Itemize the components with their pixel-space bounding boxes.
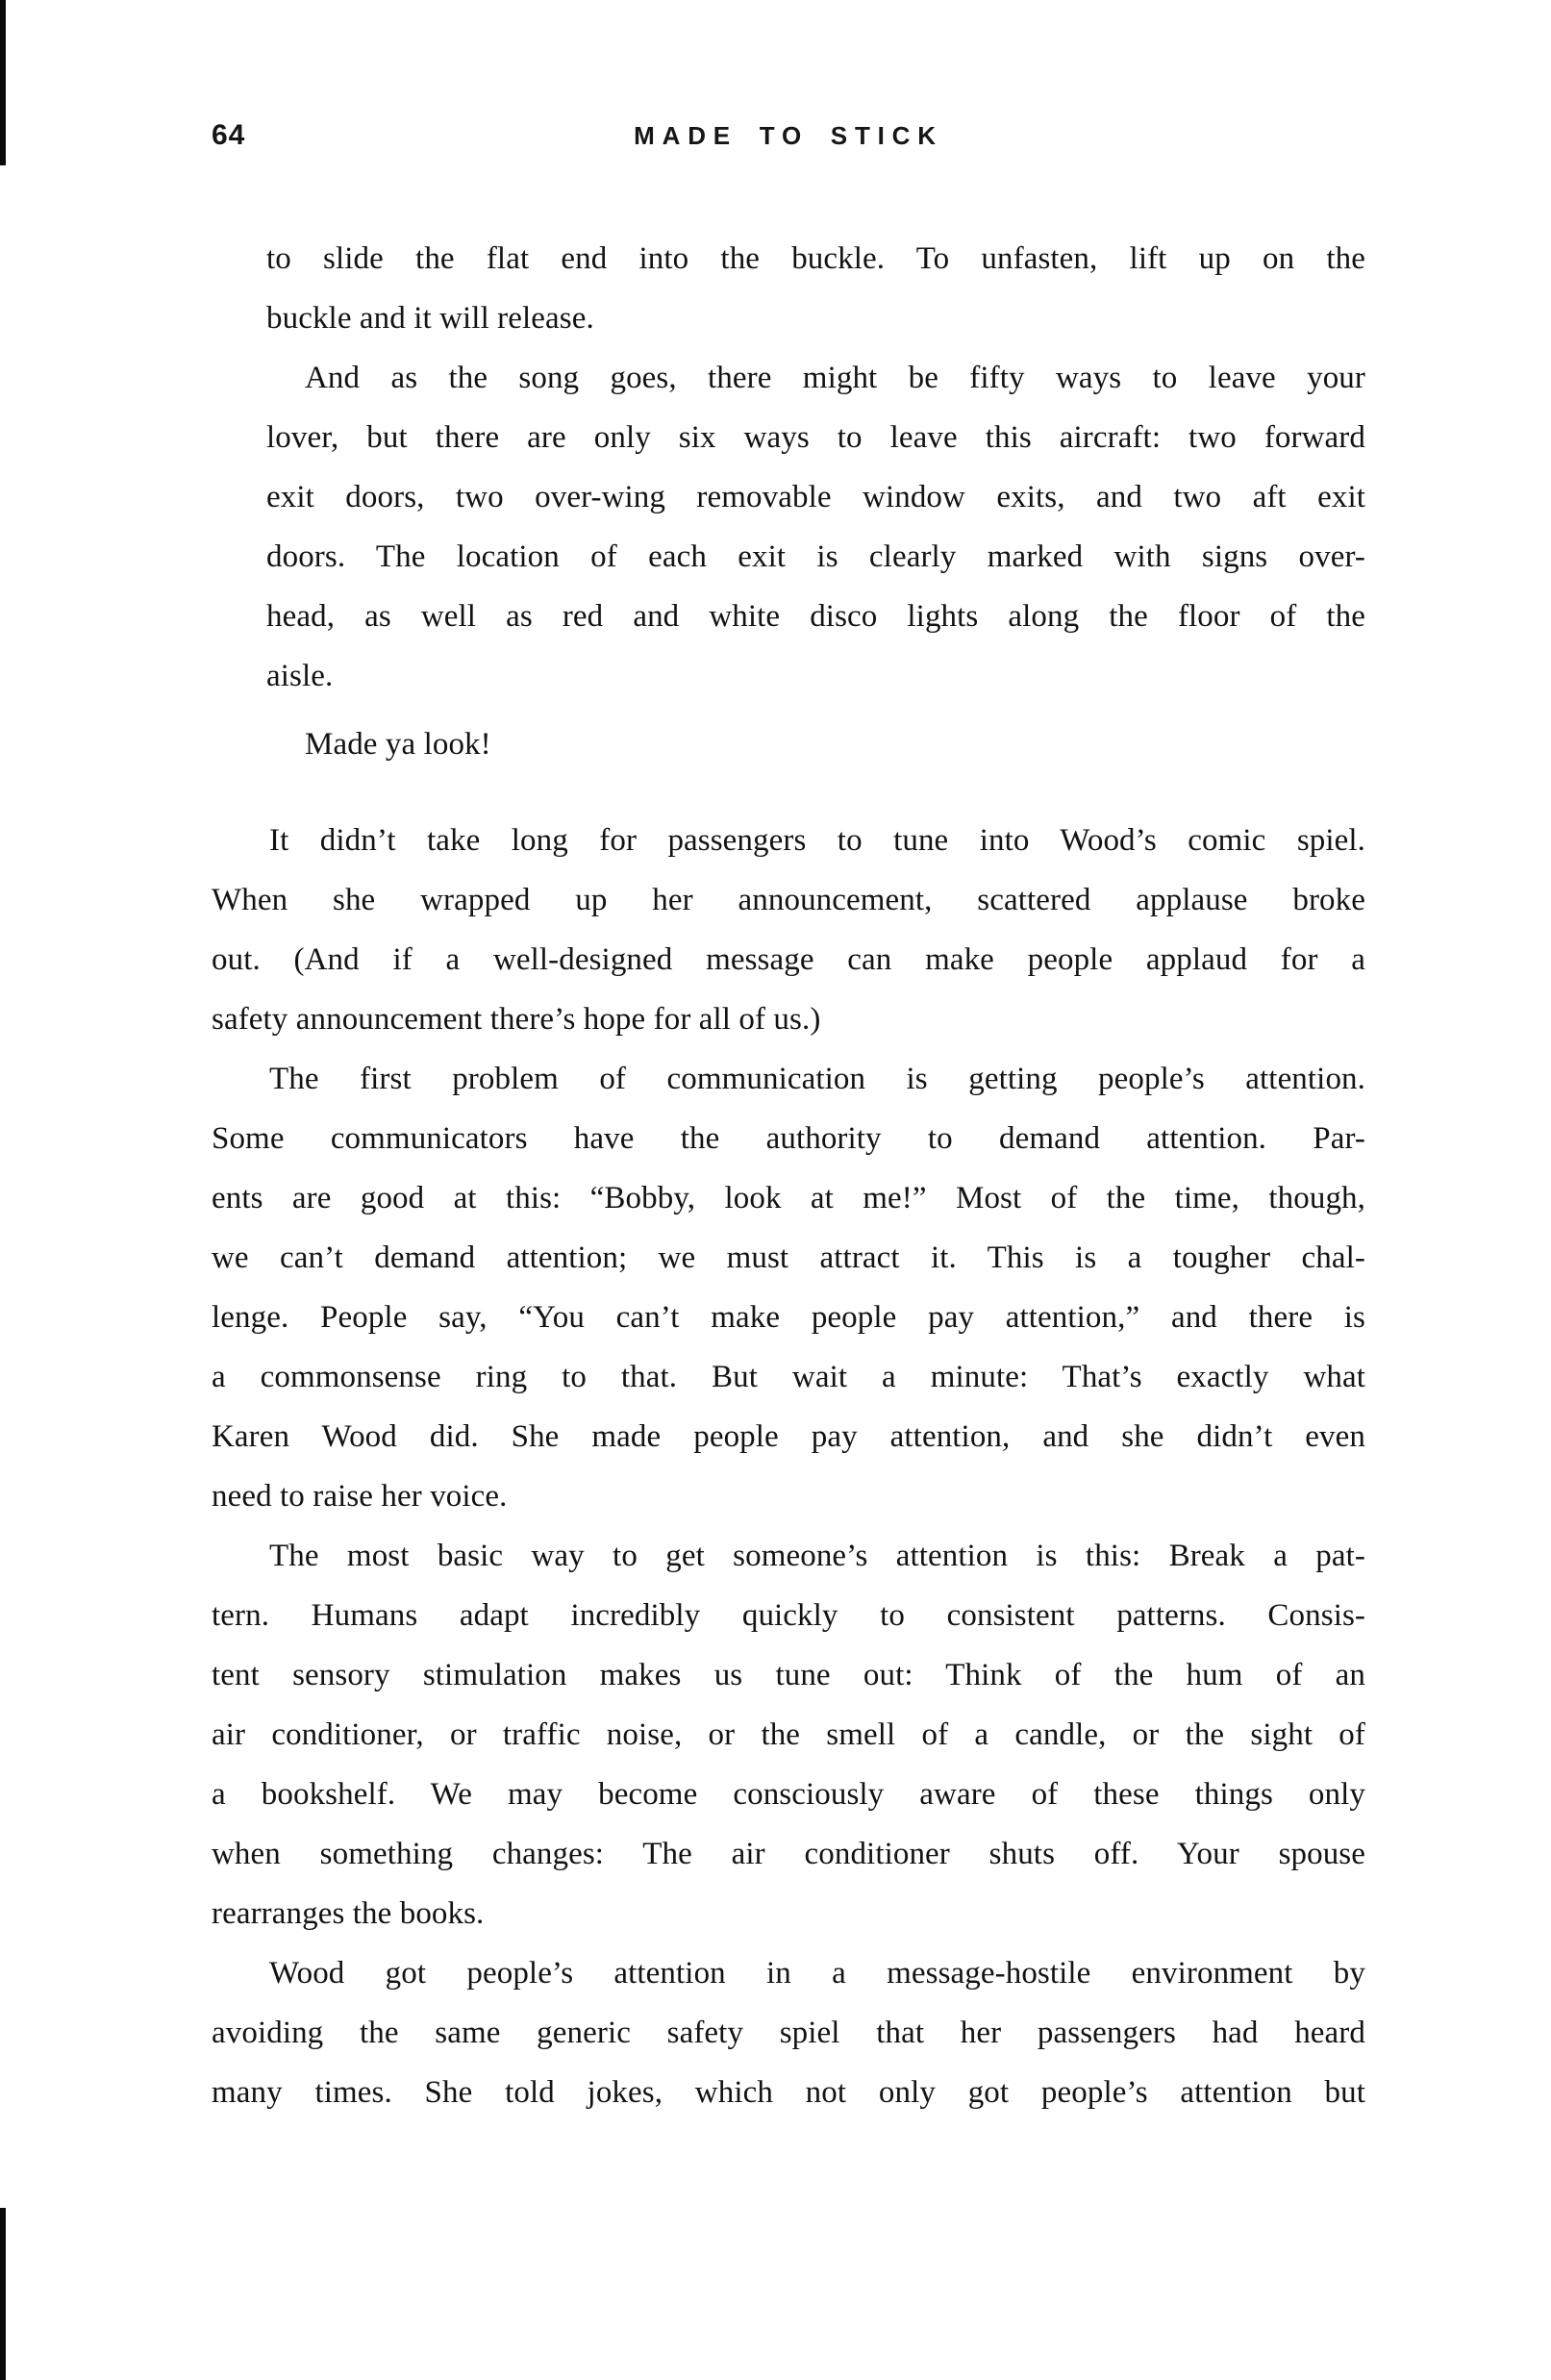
body-line: When she wrapped up her announcement, scattered applause broke (212, 883, 1365, 917)
body-line: Wood got people’s attention in a message-hostile environment by (269, 1956, 1365, 1991)
quote-line: Made ya look! (305, 727, 491, 762)
body-line: tern. Humans adapt incredibly quickly to consistent patterns. Consis- (212, 1598, 1365, 1633)
quote-line: to slide the flat end into the buckle. To unfasten, lift up on the (266, 241, 1365, 276)
quote-line: And as the song goes, there might be fifty ways to leave your (305, 361, 1365, 395)
body-line: The most basic way to get someone’s attention is this: Break a pat- (269, 1539, 1365, 1573)
body-line: need to raise her voice. (212, 1479, 508, 1514)
body-line: Some communicators have the authority to demand attention. Par- (212, 1121, 1365, 1156)
quote-line: lover, but there are only six ways to leave this aircraft: two forward (266, 420, 1365, 455)
body-text (212, 811, 1365, 2122)
safety-quote-block (266, 229, 1365, 774)
page-number: 64 (212, 119, 246, 151)
body-line: out. (And if a well-designed message can make people applaud for a (212, 942, 1365, 977)
body-line: ents are good at this: “Bobby, look at me!” Most of the time, though, (212, 1181, 1365, 1215)
page-header (212, 117, 1365, 152)
quote-line: aisle. (266, 659, 334, 693)
body-line: avoiding the same generic safety spiel that her passengers had heard (212, 2016, 1365, 2050)
quote-line: buckle and it will release. (266, 301, 594, 336)
body-line: a commonsense ring to that. But wait a minute: That’s exactly what (212, 1360, 1365, 1394)
body-line: air conditioner, or traffic noise, or the smell of a candle, or the sight of (212, 1717, 1365, 1752)
scan-edge-artifact-top (0, 0, 6, 165)
body-line: many times. She told jokes, which not only got people’s attention but (212, 2075, 1365, 2110)
body-line: when something changes: The air conditioner shuts off. Your spouse (212, 1837, 1365, 1871)
body-line: rearranges the books. (212, 1896, 485, 1931)
quote-line: exit doors, two over-wing removable window exits, and two aft exit (266, 480, 1365, 514)
body-line: lenge. People say, “You can’t make people pay attention,” and there is (212, 1300, 1365, 1335)
quote-line: doors. The location of each exit is clearly marked with signs over- (266, 539, 1365, 574)
body-line: Karen Wood did. She made people pay attention, and she didn’t even (212, 1419, 1365, 1454)
body-line: a bookshelf. We may become consciously aware of these things only (212, 1777, 1365, 1812)
book-title: MADE TO STICK (634, 121, 943, 150)
body-line: safety announcement there’s hope for all of us.) (212, 1002, 821, 1037)
body-line: we can’t demand attention; we must attract it. This is a tougher chal- (212, 1240, 1365, 1275)
body-line: It didn’t take long for passengers to tune into Wood’s comic spiel. (269, 823, 1365, 858)
body-line: The first problem of communication is getting people’s attention. (269, 1062, 1365, 1096)
quote-line: head, as well as red and white disco lights along the floor of the (266, 599, 1365, 634)
scan-edge-artifact-bottom (0, 2208, 6, 2380)
body-line: tent sensory stimulation makes us tune out: Think of the hum of an (212, 1658, 1365, 1692)
